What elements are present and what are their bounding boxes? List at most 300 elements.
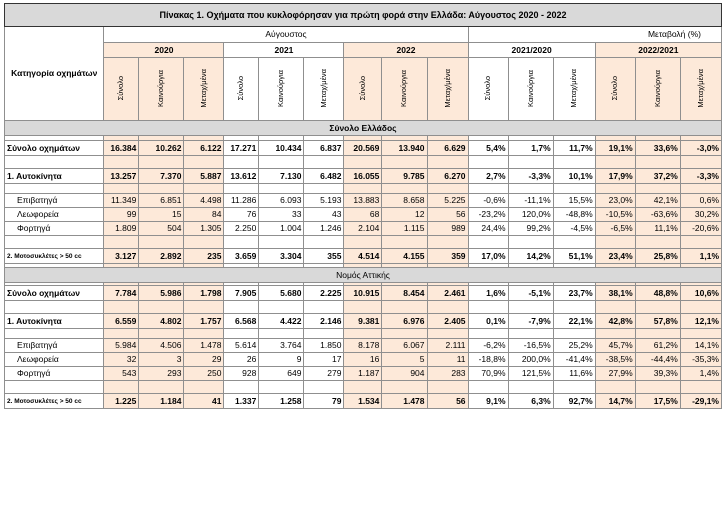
table-cell: 61,2% [635, 339, 680, 353]
spacer-cell [344, 156, 382, 169]
table-cell: 14,2% [508, 249, 553, 264]
table-cell: 12,1% [680, 314, 721, 329]
row-label: Σύνολο οχημάτων [5, 286, 104, 301]
table-cell: 6.837 [304, 141, 344, 156]
table-row [5, 222, 722, 236]
table-cell: 16 [344, 353, 382, 367]
table-cell: 12 [382, 208, 427, 222]
table-cell: -48,8% [553, 208, 595, 222]
table-cell: 13.940 [382, 141, 427, 156]
table-cell: 23,7% [553, 286, 595, 301]
spacer-cell [259, 329, 304, 339]
spacer-cell [139, 329, 184, 339]
spacer-cell [139, 301, 184, 314]
table-row [5, 286, 722, 301]
subcol-header [304, 58, 344, 121]
table-cell: 1,6% [468, 286, 508, 301]
period-2022-2021-header: 2022/2021 [595, 43, 721, 58]
table-cell: -3,3% [508, 169, 553, 184]
table-cell: 26 [224, 353, 259, 367]
table-cell: 6.482 [304, 169, 344, 184]
table-cell: 2,7% [468, 169, 508, 184]
table-cell: 5.887 [184, 169, 224, 184]
spacer-cell [259, 184, 304, 194]
spacer-cell [304, 236, 344, 249]
spacer-cell [553, 184, 595, 194]
table-cell: 6.067 [382, 339, 427, 353]
table-cell: 11.349 [104, 194, 139, 208]
table-cell: 1.337 [224, 394, 259, 409]
subcol-header-label: Μεταχ/μένα [318, 68, 328, 108]
table-cell: -23,2% [468, 208, 508, 222]
table-cell: 1.115 [382, 222, 427, 236]
table-cell: 504 [139, 222, 184, 236]
subcol-header [139, 58, 184, 121]
table-cell: 2.892 [139, 249, 184, 264]
spacer-cell [508, 156, 553, 169]
table-row [5, 249, 722, 264]
spacer-cell [468, 236, 508, 249]
table-cell: 9.785 [382, 169, 427, 184]
spacer-cell [104, 184, 139, 194]
subcol-header-label: Σύνολο [236, 75, 246, 101]
table-cell: 13.257 [104, 169, 139, 184]
table-cell: 38,1% [595, 286, 635, 301]
table-cell: 0,1% [468, 314, 508, 329]
spacer-cell [468, 329, 508, 339]
table-cell: 56 [427, 208, 468, 222]
table-cell: 1.478 [184, 339, 224, 353]
table-cell: 1.757 [184, 314, 224, 329]
spacer-cell [595, 301, 635, 314]
table-cell: 3.127 [104, 249, 139, 264]
section-row [5, 268, 722, 283]
spacer-cell [224, 236, 259, 249]
table-cell: -16,5% [508, 339, 553, 353]
table-cell: 1.534 [344, 394, 382, 409]
table-cell: -35,3% [680, 353, 721, 367]
table-cell: 32 [104, 353, 139, 367]
table-cell: 6.093 [259, 194, 304, 208]
table-cell: 57,8% [635, 314, 680, 329]
spacer-cell [5, 156, 104, 169]
table-cell: -29,1% [680, 394, 721, 409]
table-cell: 5.984 [104, 339, 139, 353]
row-label: Επιβατηγά [5, 194, 104, 208]
subcol-header [259, 58, 304, 121]
table-cell: 4.802 [139, 314, 184, 329]
subcol-header-label: Σύνολο [116, 75, 126, 101]
row-label: Επιβατηγά [5, 339, 104, 353]
table-cell: -5,1% [508, 286, 553, 301]
table-cell: 989 [427, 222, 468, 236]
table-cell: 8.658 [382, 194, 427, 208]
table-row [5, 141, 722, 156]
spacer-cell [427, 156, 468, 169]
spacer-row [5, 381, 722, 394]
spacer-cell [104, 236, 139, 249]
table-cell: 200,0% [508, 353, 553, 367]
subcol-header-label: Σύνολο [610, 75, 620, 101]
spacer-cell [224, 184, 259, 194]
table-row [5, 353, 722, 367]
table-cell: 79 [304, 394, 344, 409]
subcol-header [680, 58, 721, 121]
spacer-cell [680, 156, 721, 169]
table-cell: 15 [139, 208, 184, 222]
table-cell: -3,0% [680, 141, 721, 156]
table-cell: 37,2% [635, 169, 680, 184]
spacer-cell [184, 184, 224, 194]
spacer-cell [224, 156, 259, 169]
spacer-row [5, 156, 722, 169]
table-cell: 3.764 [259, 339, 304, 353]
subcol-header-label: Καινούργια [276, 69, 286, 107]
table-cell: 10,1% [553, 169, 595, 184]
table-cell: 11,6% [553, 367, 595, 381]
table-cell: 7.905 [224, 286, 259, 301]
table-cell: 84 [184, 208, 224, 222]
table-cell: -7,9% [508, 314, 553, 329]
spacer-cell [184, 236, 224, 249]
table-cell: 235 [184, 249, 224, 264]
spacer-row [5, 301, 722, 314]
category-header: Κατηγορία οχημάτων [5, 27, 104, 121]
table-cell: 2.250 [224, 222, 259, 236]
table-cell: 1.225 [104, 394, 139, 409]
spacer-cell [104, 156, 139, 169]
table-cell: -6,5% [595, 222, 635, 236]
table-cell: 121,5% [508, 367, 553, 381]
row-label: Σύνολο οχημάτων [5, 141, 104, 156]
spacer-cell [184, 329, 224, 339]
table-cell: 16.384 [104, 141, 139, 156]
table-cell: 6.270 [427, 169, 468, 184]
august-header: Αύγουστος [104, 27, 468, 43]
table-cell: 30,2% [680, 208, 721, 222]
table-cell: 11.286 [224, 194, 259, 208]
table-cell: 6.851 [139, 194, 184, 208]
table-cell: 14,7% [595, 394, 635, 409]
row-label: Λεωφορεία [5, 208, 104, 222]
spacer-cell [382, 381, 427, 394]
table-cell: 10.262 [139, 141, 184, 156]
subcol-header-label: Καινούργια [652, 69, 662, 107]
table-cell: 1,7% [508, 141, 553, 156]
table-cell: 4.514 [344, 249, 382, 264]
table-cell: 543 [104, 367, 139, 381]
row-label: 1. Αυτοκίνητα [5, 314, 104, 329]
spacer-cell [635, 329, 680, 339]
table-cell: 5.680 [259, 286, 304, 301]
table-cell: 5,4% [468, 141, 508, 156]
spacer-cell [224, 329, 259, 339]
spacer-cell [680, 329, 721, 339]
subcol-header [382, 58, 427, 121]
table-cell: 2.111 [427, 339, 468, 353]
spacer-cell [508, 381, 553, 394]
table-cell: 293 [139, 367, 184, 381]
table-cell: 42,8% [595, 314, 635, 329]
table-row [5, 169, 722, 184]
spacer-cell [259, 156, 304, 169]
spacer-row [5, 329, 722, 339]
vehicles-table [4, 3, 722, 409]
table-cell: 41 [184, 394, 224, 409]
spacer-cell [304, 381, 344, 394]
table-cell: 11 [427, 353, 468, 367]
spacer-cell [344, 381, 382, 394]
spacer-cell [595, 329, 635, 339]
table-cell: 68 [344, 208, 382, 222]
spacer-cell [259, 236, 304, 249]
table-cell: 16.055 [344, 169, 382, 184]
spacer-cell [382, 184, 427, 194]
spacer-cell [382, 301, 427, 314]
spacer-cell [139, 156, 184, 169]
spacer-cell [259, 381, 304, 394]
spacer-cell [427, 184, 468, 194]
spacer-cell [680, 236, 721, 249]
table-cell: 13.883 [344, 194, 382, 208]
table-cell: -63,6% [635, 208, 680, 222]
table-cell: 17,9% [595, 169, 635, 184]
table-cell: 9,1% [468, 394, 508, 409]
table-cell: 17.271 [224, 141, 259, 156]
spacer-cell [635, 301, 680, 314]
spacer-cell [635, 156, 680, 169]
table-cell: 7.784 [104, 286, 139, 301]
table-cell: 3.659 [224, 249, 259, 264]
row-label: 1. Αυτοκίνητα [5, 169, 104, 184]
spacer-cell [304, 156, 344, 169]
table-cell: 2.104 [344, 222, 382, 236]
table-cell: 25,8% [635, 249, 680, 264]
spacer-cell [553, 381, 595, 394]
table-cell: 42,1% [635, 194, 680, 208]
subcol-header-label: Καινούργια [525, 69, 535, 107]
table-cell: 13.612 [224, 169, 259, 184]
year-2020-header: 2020 [104, 43, 224, 58]
subcol-header-label: Μεταχ/μένα [442, 68, 452, 108]
table-cell: -10,5% [595, 208, 635, 222]
table-cell: 2.225 [304, 286, 344, 301]
table-row [5, 208, 722, 222]
spacer-cell [468, 381, 508, 394]
year-2021-header: 2021 [224, 43, 344, 58]
table-cell: 6.976 [382, 314, 427, 329]
spacer-cell [139, 236, 184, 249]
table-cell: 6.559 [104, 314, 139, 329]
row-label: 2. Μοτοσυκλέτες > 50 cc [5, 394, 104, 409]
row-label: Φορτηγά [5, 367, 104, 381]
subcol-header-label: Μεταχ/μένα [198, 68, 208, 108]
table-cell: -18,8% [468, 353, 508, 367]
subcol-header [553, 58, 595, 121]
spacer-cell [595, 381, 635, 394]
spacer-cell [553, 156, 595, 169]
table-cell: 2.461 [427, 286, 468, 301]
spacer-cell [553, 236, 595, 249]
row-label: 2. Μοτοσυκλέτες > 50 cc [5, 249, 104, 264]
table-cell: 9.381 [344, 314, 382, 329]
subcol-header [508, 58, 553, 121]
spacer-cell [139, 184, 184, 194]
table-cell: 2.405 [427, 314, 468, 329]
table-cell: 10.915 [344, 286, 382, 301]
table-cell: 6.629 [427, 141, 468, 156]
table-cell: 99,2% [508, 222, 553, 236]
vehicles-table-container [4, 3, 722, 409]
spacer-cell [680, 301, 721, 314]
spacer-cell [427, 329, 468, 339]
table-cell: 17,0% [468, 249, 508, 264]
table-cell: 39,3% [635, 367, 680, 381]
spacer-cell [5, 301, 104, 314]
subcol-header-label: Καινούργια [156, 69, 166, 107]
table-cell: -11,1% [508, 194, 553, 208]
table-cell: 5.225 [427, 194, 468, 208]
spacer-cell [427, 236, 468, 249]
spacer-cell [184, 301, 224, 314]
table-cell: 51,1% [553, 249, 595, 264]
table-cell: 4.498 [184, 194, 224, 208]
spacer-cell [5, 329, 104, 339]
table-cell: 22,1% [553, 314, 595, 329]
table-cell: -20,6% [680, 222, 721, 236]
table-cell: -41,4% [553, 353, 595, 367]
table-cell: 359 [427, 249, 468, 264]
table-cell: 3 [139, 353, 184, 367]
spacer-cell [553, 329, 595, 339]
table-cell: 1,4% [680, 367, 721, 381]
spacer-cell [680, 184, 721, 194]
spacer-cell [635, 184, 680, 194]
table-cell: 1.850 [304, 339, 344, 353]
table-cell: 355 [304, 249, 344, 264]
spacer-cell [427, 301, 468, 314]
spacer-cell [184, 381, 224, 394]
table-cell: 5.614 [224, 339, 259, 353]
table-cell: 6.122 [184, 141, 224, 156]
spacer-cell [104, 329, 139, 339]
spacer-cell [508, 184, 553, 194]
subcol-header [104, 58, 139, 121]
table-cell: 15,5% [553, 194, 595, 208]
spacer-cell [5, 184, 104, 194]
table-row [5, 314, 722, 329]
table-cell: 1.798 [184, 286, 224, 301]
table-cell: -0,6% [468, 194, 508, 208]
spacer-cell [468, 301, 508, 314]
table-cell: 5.193 [304, 194, 344, 208]
spacer-cell [595, 184, 635, 194]
spacer-cell [184, 156, 224, 169]
table-cell: 1.258 [259, 394, 304, 409]
table-cell: 9 [259, 353, 304, 367]
table-cell: 1,1% [680, 249, 721, 264]
section-title: Νομός Αττικής [5, 268, 722, 283]
spacer-cell [5, 381, 104, 394]
table-cell: 11,7% [553, 141, 595, 156]
table-cell: 25,2% [553, 339, 595, 353]
table-cell: 928 [224, 367, 259, 381]
table-cell: 1.004 [259, 222, 304, 236]
table-row [5, 194, 722, 208]
section-row [5, 121, 722, 136]
spacer-cell [224, 301, 259, 314]
spacer-row [5, 184, 722, 194]
table-cell: -44,4% [635, 353, 680, 367]
spacer-cell [468, 184, 508, 194]
spacer-cell [635, 381, 680, 394]
spacer-cell [427, 381, 468, 394]
spacer-cell [304, 301, 344, 314]
table-cell: 6.568 [224, 314, 259, 329]
table-cell: 10.434 [259, 141, 304, 156]
table-cell: 45,7% [595, 339, 635, 353]
spacer-cell [104, 301, 139, 314]
spacer-cell [680, 381, 721, 394]
spacer-cell [508, 236, 553, 249]
spacer-cell [382, 156, 427, 169]
spacer-cell [5, 236, 104, 249]
table-cell: 11,1% [635, 222, 680, 236]
table-cell: 0,6% [680, 194, 721, 208]
subcol-header [595, 58, 635, 121]
table-cell: 649 [259, 367, 304, 381]
change-header: Μεταβολή (%) [468, 27, 721, 43]
table-cell: 1.187 [344, 367, 382, 381]
spacer-cell [224, 381, 259, 394]
table-cell: 14,1% [680, 339, 721, 353]
table-cell: 10,6% [680, 286, 721, 301]
subcol-header-label: Μεταχ/μένα [695, 68, 705, 108]
table-cell: 1.184 [139, 394, 184, 409]
table-cell: 56 [427, 394, 468, 409]
spacer-cell [468, 156, 508, 169]
spacer-row [5, 236, 722, 249]
table-cell: 23,4% [595, 249, 635, 264]
subcol-header-label: Καινούργια [399, 69, 409, 107]
table-cell: -3,3% [680, 169, 721, 184]
table-cell: 43 [304, 208, 344, 222]
table-cell: 23,0% [595, 194, 635, 208]
table-cell: 33 [259, 208, 304, 222]
table-cell: 4.155 [382, 249, 427, 264]
spacer-cell [553, 301, 595, 314]
row-label: Φορτηγά [5, 222, 104, 236]
table-cell: 3.304 [259, 249, 304, 264]
spacer-cell [344, 236, 382, 249]
spacer-cell [508, 329, 553, 339]
table-cell: 17,5% [635, 394, 680, 409]
period-2021-2020-header: 2021/2020 [468, 43, 595, 58]
table-cell: 29 [184, 353, 224, 367]
subcol-header-label: Μεταχ/μένα [569, 68, 579, 108]
subcol-header [635, 58, 680, 121]
table-cell: 99 [104, 208, 139, 222]
table-cell: 5.986 [139, 286, 184, 301]
spacer-cell [139, 381, 184, 394]
table-cell: 20.569 [344, 141, 382, 156]
table-cell: 27,9% [595, 367, 635, 381]
subcol-header [468, 58, 508, 121]
spacer-cell [304, 329, 344, 339]
subcol-header [344, 58, 382, 121]
table-cell: 70,9% [468, 367, 508, 381]
subcol-header [427, 58, 468, 121]
